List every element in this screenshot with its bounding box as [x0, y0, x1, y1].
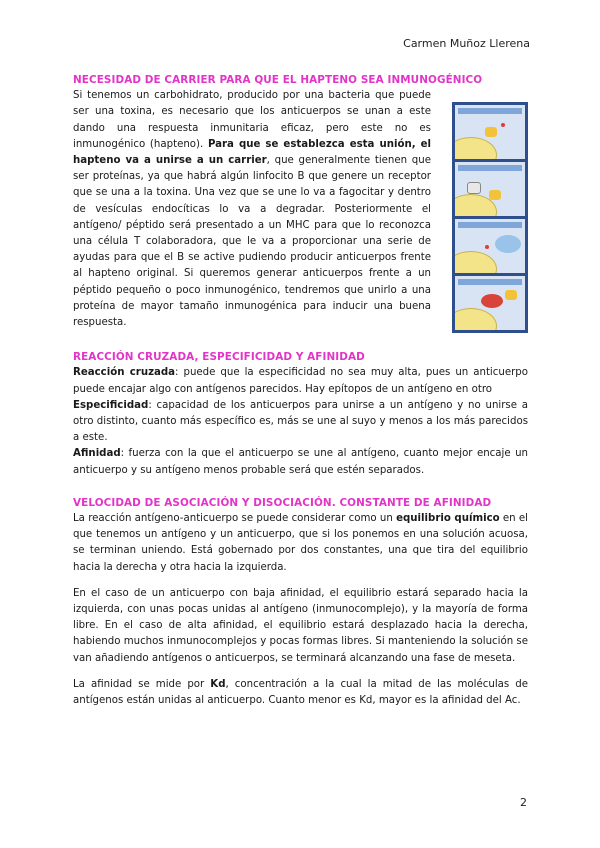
- text-run: Si tenemos un carbohidrato, producido por una bacteria que puede ser una toxina, es necesario que los anticuerpos se unan a este dando una respuesta inmunitaria eficaz, pero este no es inmunogénico (hapteno).: [73, 90, 431, 150]
- paragraph-kd: [73, 677, 528, 709]
- figure-panel: [455, 219, 525, 273]
- section-heading-carrier: NECESIDAD DE CARRIER PARA QUE EL HAPTENO SEA INMUNOGÉNICO: [73, 74, 483, 86]
- text-run: La reacción antígeno-anticuerpo se puede considerar como un: [73, 513, 397, 525]
- author-name: Carmen Muñoz Llerena: [403, 37, 530, 50]
- section-heading-kinetics: VELOCIDAD DE ASOCIACIÓN Y DISOCIACIÓN. CONSTANTE DE AFINIDAD: [73, 496, 492, 509]
- hapten-carrier-illustration: [452, 102, 528, 333]
- figure-panel: [455, 105, 525, 159]
- bold-run: Kd: [210, 678, 226, 690]
- definition-cross-reaction: [73, 365, 528, 397]
- figure-panel: [455, 162, 525, 216]
- text-run: La afinidad se mide por: [73, 678, 211, 690]
- text-run: , concentración a la cual la mitad de las moléculas de antígenos están unidas al anticuerpo. Cuanto menor es Kd, mayor es la afinidad del Ac.: [73, 678, 528, 707]
- document-body: [73, 72, 528, 709]
- definition-specificity: [73, 398, 528, 447]
- text-run: , que generalmente tienen que ser proteínas, ya que habrá algún linfocito B que genere un receptor que se una a la toxina. Una vez que se une lo va a fagocitar y dentro de vesículas endocíticas lo va a degradar. Posteriormente el antígeno/ péptido será presentado a un MHC para que lo reconozca una célula T colaboradora, que le va a proporcionar una serie de ayudas para que el B se active pudiendo producir anticuerpos frente al hapteno original. Si queremos generar anticuerpos frente a un péptido pequeño o poco inmunogénico, tendremos que unirlo a una proteína de mayor tamaño inmunogénica para inducir una buena respuesta.: [73, 155, 432, 329]
- definition-affinity: [73, 446, 528, 478]
- paragraph-equilibrium: [73, 511, 528, 576]
- definition-text: : capacidad de los anticuerpos para unirse a un antígeno y no unirse a otro distinto, cuanto más específico es, más se une al suyo y menos a los más parecidos a este.: [73, 399, 528, 444]
- bold-run: Para que se establezca esta unión, el hapteno va a unirse a un carrier: [73, 138, 431, 167]
- figure-panel: [455, 276, 525, 330]
- page-number: 2: [520, 796, 527, 809]
- bold-run: equilibrio químico: [396, 513, 500, 525]
- section-carrier: [73, 88, 528, 333]
- paragraph-affinity-levels: En el caso de un anticuerpo con baja afinidad, el equilibrio estará separado hacia la izquierda, con unas pocas unidas al antígeno (inmunocomplejo), y la mayoría de forma libre. En el caso de alta afinidad, el equilibrio estará desplazado hacia la derecha, habiendo muchos inmunocomplejos y pocas formas libres. Si manteniendo la solución se van añadiendo antígenos o anticuerpos, se terminará alcanzando una fase de meseta.: [73, 587, 528, 664]
- definition-text: : puede que la especificidad no sea muy alta, pues un anticuerpo puede encajar algo con antígenos parecidos. Hay epítopos de un antígeno en otro: [73, 367, 528, 395]
- definition-text: : fuerza con la que el anticuerpo se une al antígeno, cuanto mejor encaje un anticuerpo y su antígeno menos probable será que estén separados.: [73, 448, 528, 476]
- text-run: en el que tenemos un antígeno y un anticuerpo, que si los ponemos en una solución acuosa, se terminan uniendo. Está gobernado por dos constantes, una que tira del equilibrio hacia la derecha y otra hacia la izquierda.: [73, 513, 528, 573]
- section-heading-crossreaction: REACCIÓN CRUZADA, ESPECIFICIDAD Y AFINIDAD: [73, 351, 365, 364]
- term: Reacción cruzada: [73, 367, 176, 379]
- term: Afinidad: [73, 448, 121, 460]
- term: Especificidad: [73, 399, 149, 411]
- paragraph-carrier: [73, 88, 431, 333]
